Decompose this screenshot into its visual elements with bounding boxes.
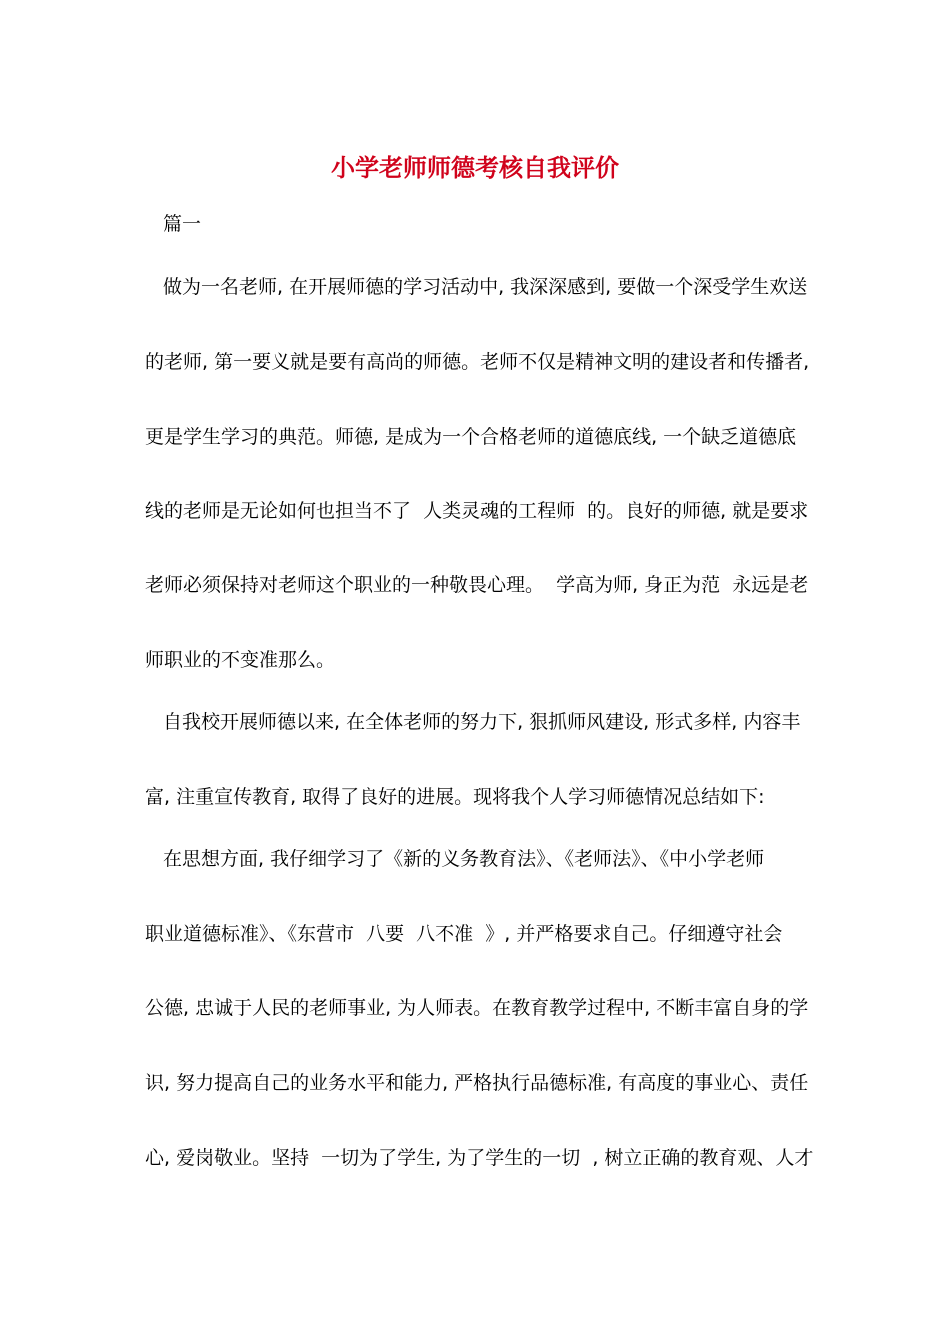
paragraph-line: 的老师, 第一要义就是要有高尚的师德。老师不仅是精神文明的建设者和传播者, (145, 351, 810, 373)
paragraph-line: 公德, 忠诚于人民的老师事业, 为人师表。在教育教学过程中, 不断丰富自身的学 (145, 997, 809, 1019)
paragraph-line: 更是学生学习的典范。师德, 是成为一个合格老师的道德底线, 一个缺乏道德底 (145, 426, 797, 448)
paragraph-line: 师职业的不变准那么。 (145, 649, 336, 671)
paragraph-line: 心, 爱岗敬业。坚持 一切为了学生, 为了学生的一切 , 树立正确的教育观、人才 (145, 1147, 814, 1169)
paragraph-line: 自我校开展师德以来, 在全体老师的努力下, 狠抓师风建设, 形式多样, 内容丰 (163, 711, 801, 733)
paragraph-line: 识, 努力提高自己的业务水平和能力, 严格执行品德标准, 有高度的事业心、责任 (145, 1072, 809, 1094)
document-title: 小学老师师德考核自我评价 (331, 153, 619, 182)
paragraph-line: 老师必须保持对老师这个职业的一种敬畏心理。 学高为师, 身正为范 永远是老 (145, 574, 809, 596)
paragraph-line: 做为一名老师, 在开展师德的学习活动中, 我深深感到, 要做一个深受学生欢送 (163, 276, 808, 298)
section-heading: 篇一 (163, 213, 202, 235)
paragraph-line: 富, 注重宣传教育, 取得了良好的进展。现将我个人学习师德情况总结如下: (145, 786, 765, 808)
paragraph-line: 职业道德标准》、《东营市 八要 八不准 》, 并严格要求自己。仔细遵守社会 (145, 923, 783, 945)
paragraph-line: 线的老师是无论如何也担当不了 人类灵魂的工程师 的。良好的师德, 就是要求 (145, 500, 809, 522)
paragraph-line: 在思想方面, 我仔细学习了《新的义务教育法》、《老师法》、《中小学老师 (163, 848, 765, 870)
